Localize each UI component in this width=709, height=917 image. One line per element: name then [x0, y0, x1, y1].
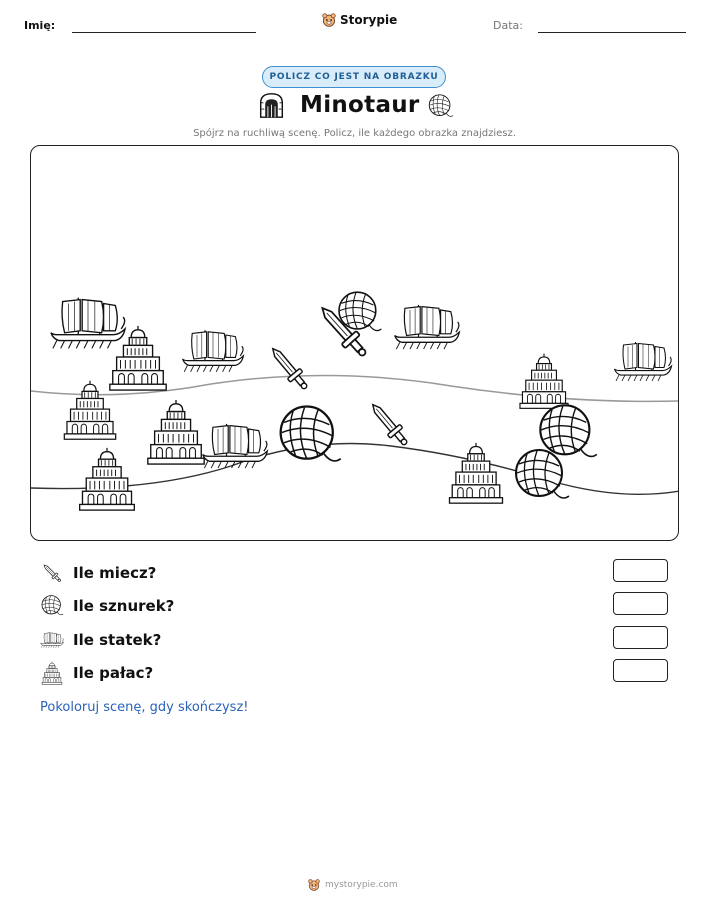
answer-box-yarn[interactable]	[613, 592, 668, 615]
question-swords	[40, 561, 156, 585]
ship-icon	[51, 298, 125, 349]
answer-box-ships[interactable]	[613, 626, 668, 649]
yarn-ball-icon	[540, 405, 597, 456]
sword-icon	[367, 399, 412, 449]
palace-icon	[64, 381, 115, 439]
ship-icon	[183, 330, 244, 372]
mascot-icon	[322, 13, 336, 27]
question-text: Ile statek?	[73, 631, 162, 649]
scene-drawing	[31, 146, 679, 541]
answer-box-swords[interactable]	[613, 559, 668, 582]
question-yarn	[40, 594, 174, 618]
activity-badge: POLICZ CO JEST NA OBRAZKU	[262, 66, 446, 88]
palace-icon	[520, 354, 568, 409]
ship-icon	[40, 628, 64, 652]
counting-scene	[30, 145, 679, 541]
yarn-ball-icon	[339, 292, 381, 330]
labyrinth-gate-icon	[258, 92, 285, 119]
answer-box-palaces[interactable]	[613, 659, 668, 682]
question-ships	[40, 628, 161, 652]
name-label: Imię:	[24, 19, 56, 32]
palace-icon	[148, 400, 204, 464]
yarn-ball-icon	[281, 407, 341, 461]
yarn-ball-icon	[40, 594, 64, 618]
mascot-icon	[308, 879, 320, 891]
palace-icon	[40, 661, 64, 685]
date-line[interactable]	[538, 32, 686, 33]
ship-icon	[395, 305, 460, 349]
name-line[interactable]	[72, 32, 256, 33]
question-palaces	[40, 661, 153, 685]
page-title: Minotaur	[300, 92, 420, 118]
question-text: Ile pałac?	[73, 664, 154, 682]
brand-name: Storypie	[340, 13, 398, 27]
footer-url: mystorypie.com	[325, 880, 398, 890]
brand-logo	[322, 13, 397, 27]
palace-icon	[449, 443, 502, 503]
footer	[308, 879, 398, 891]
date-label: Data:	[493, 19, 523, 32]
colouring-note: Pokoloruj scenę, gdy skończysz!	[40, 700, 249, 715]
sword-icon	[267, 343, 312, 393]
ship-icon	[203, 424, 268, 468]
question-text: Ile miecz?	[73, 564, 157, 582]
question-text: Ile sznurek?	[73, 597, 175, 615]
yarn-ball-icon	[427, 93, 454, 120]
ship-icon	[615, 342, 672, 381]
yarn-ball-icon	[516, 450, 569, 498]
page-subtitle: Spójrz na ruchliwą scenę. Policz, ile każdego obrazka znajdziesz.	[193, 128, 516, 139]
sword-icon	[40, 561, 64, 585]
palace-icon	[80, 448, 135, 510]
